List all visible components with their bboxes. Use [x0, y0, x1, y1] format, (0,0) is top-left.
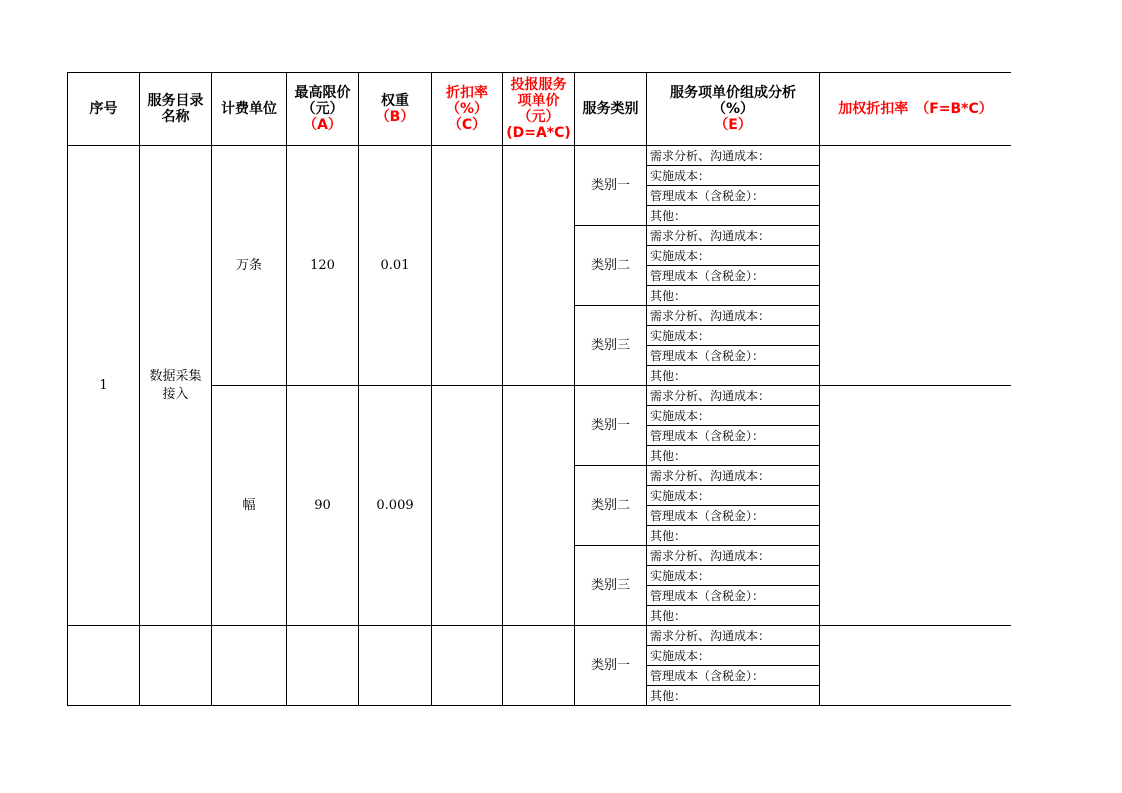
cell-component[interactable]: 实施成本：: [647, 326, 820, 346]
cell-component[interactable]: 需求分析、沟通成本：: [647, 466, 820, 486]
header-weight[interactable]: 权重 （B）: [359, 73, 432, 146]
cell-seq[interactable]: [68, 626, 140, 706]
cell-category[interactable]: 类别三: [575, 306, 647, 386]
cell-discount[interactable]: [432, 626, 503, 706]
header-category[interactable]: 服务类别: [575, 73, 647, 146]
table-row: [68, 146, 1012, 166]
cell-component[interactable]: 需求分析、沟通成本：: [647, 626, 820, 646]
cell-component[interactable]: 实施成本：: [647, 166, 820, 186]
cell-component[interactable]: 其他：: [647, 526, 820, 546]
cell-weight[interactable]: [359, 626, 432, 706]
cell-category[interactable]: 类别一: [575, 626, 647, 706]
cell-category[interactable]: 类别一: [575, 386, 647, 466]
header-weighted-discount[interactable]: 加权折扣率 （F=B*C）: [820, 73, 1012, 146]
cell-component[interactable]: 实施成本：: [647, 486, 820, 506]
cell-component[interactable]: 其他：: [647, 686, 820, 706]
cell-component[interactable]: 实施成本：: [647, 246, 820, 266]
cell-component[interactable]: 其他：: [647, 446, 820, 466]
cell-component[interactable]: 实施成本：: [647, 406, 820, 426]
header-seq[interactable]: 序号: [68, 73, 140, 146]
cell-service-name[interactable]: 数据采集 接入: [140, 146, 212, 626]
cell-component[interactable]: 管理成本（含税金）：: [647, 666, 820, 686]
cell-max-price[interactable]: [287, 626, 359, 706]
cell-component[interactable]: 其他：: [647, 286, 820, 306]
cell-category[interactable]: 类别三: [575, 546, 647, 626]
cell-weight[interactable]: 0.01: [359, 146, 432, 386]
cell-unit[interactable]: 万条: [212, 146, 287, 386]
header-max-price[interactable]: 最高限价 （元） （A）: [287, 73, 359, 146]
spreadsheet: [67, 72, 1011, 706]
header-composition[interactable]: 服务项单价组成分析 （%） （E）: [647, 73, 820, 146]
cell-unit[interactable]: 幅: [212, 386, 287, 626]
cell-component[interactable]: 管理成本（含税金）：: [647, 346, 820, 366]
header-row: [68, 73, 1012, 146]
cell-bid-price[interactable]: [503, 146, 575, 386]
cell-component[interactable]: 需求分析、沟通成本：: [647, 226, 820, 246]
cell-component[interactable]: 需求分析、沟通成本：: [647, 146, 820, 166]
cell-unit[interactable]: [212, 626, 287, 706]
cell-discount[interactable]: [432, 146, 503, 386]
cell-max-price[interactable]: 90: [287, 386, 359, 626]
cell-component[interactable]: 管理成本（含税金）：: [647, 506, 820, 526]
cell-component[interactable]: 其他：: [647, 206, 820, 226]
cell-weight[interactable]: 0.009: [359, 386, 432, 626]
header-discount[interactable]: 折扣率 （%） （C）: [432, 73, 503, 146]
cell-component[interactable]: 管理成本（含税金）：: [647, 186, 820, 206]
cell-component[interactable]: 管理成本（含税金）：: [647, 426, 820, 446]
cell-bid-price[interactable]: [503, 626, 575, 706]
cell-max-price[interactable]: 120: [287, 146, 359, 386]
cell-component[interactable]: 其他：: [647, 366, 820, 386]
cell-weighted-discount[interactable]: [820, 386, 1012, 626]
cell-seq[interactable]: 1: [68, 146, 140, 626]
table-row: [68, 626, 1012, 646]
cell-component[interactable]: 管理成本（含税金）：: [647, 266, 820, 286]
cell-component[interactable]: 需求分析、沟通成本：: [647, 306, 820, 326]
cell-category[interactable]: 类别二: [575, 466, 647, 546]
cell-weighted-discount[interactable]: [820, 146, 1012, 386]
cell-bid-price[interactable]: [503, 386, 575, 626]
cell-weighted-discount[interactable]: [820, 626, 1012, 706]
cell-component[interactable]: 实施成本：: [647, 566, 820, 586]
cell-category[interactable]: 类别一: [575, 146, 647, 226]
cell-category[interactable]: 类别二: [575, 226, 647, 306]
cell-component[interactable]: 管理成本（含税金）：: [647, 586, 820, 606]
header-unit[interactable]: 计费单位: [212, 73, 287, 146]
header-name[interactable]: 服务目录 名称: [140, 73, 212, 146]
cell-component[interactable]: 需求分析、沟通成本：: [647, 546, 820, 566]
cell-service-name[interactable]: [140, 626, 212, 706]
cell-component[interactable]: 其他：: [647, 606, 820, 626]
header-bid-price[interactable]: 投报服务 项单价 （元） (D=A*C): [503, 73, 575, 146]
cell-discount[interactable]: [432, 386, 503, 626]
cell-component[interactable]: 需求分析、沟通成本：: [647, 386, 820, 406]
pricing-table: [67, 72, 1011, 706]
cell-component[interactable]: 实施成本：: [647, 646, 820, 666]
